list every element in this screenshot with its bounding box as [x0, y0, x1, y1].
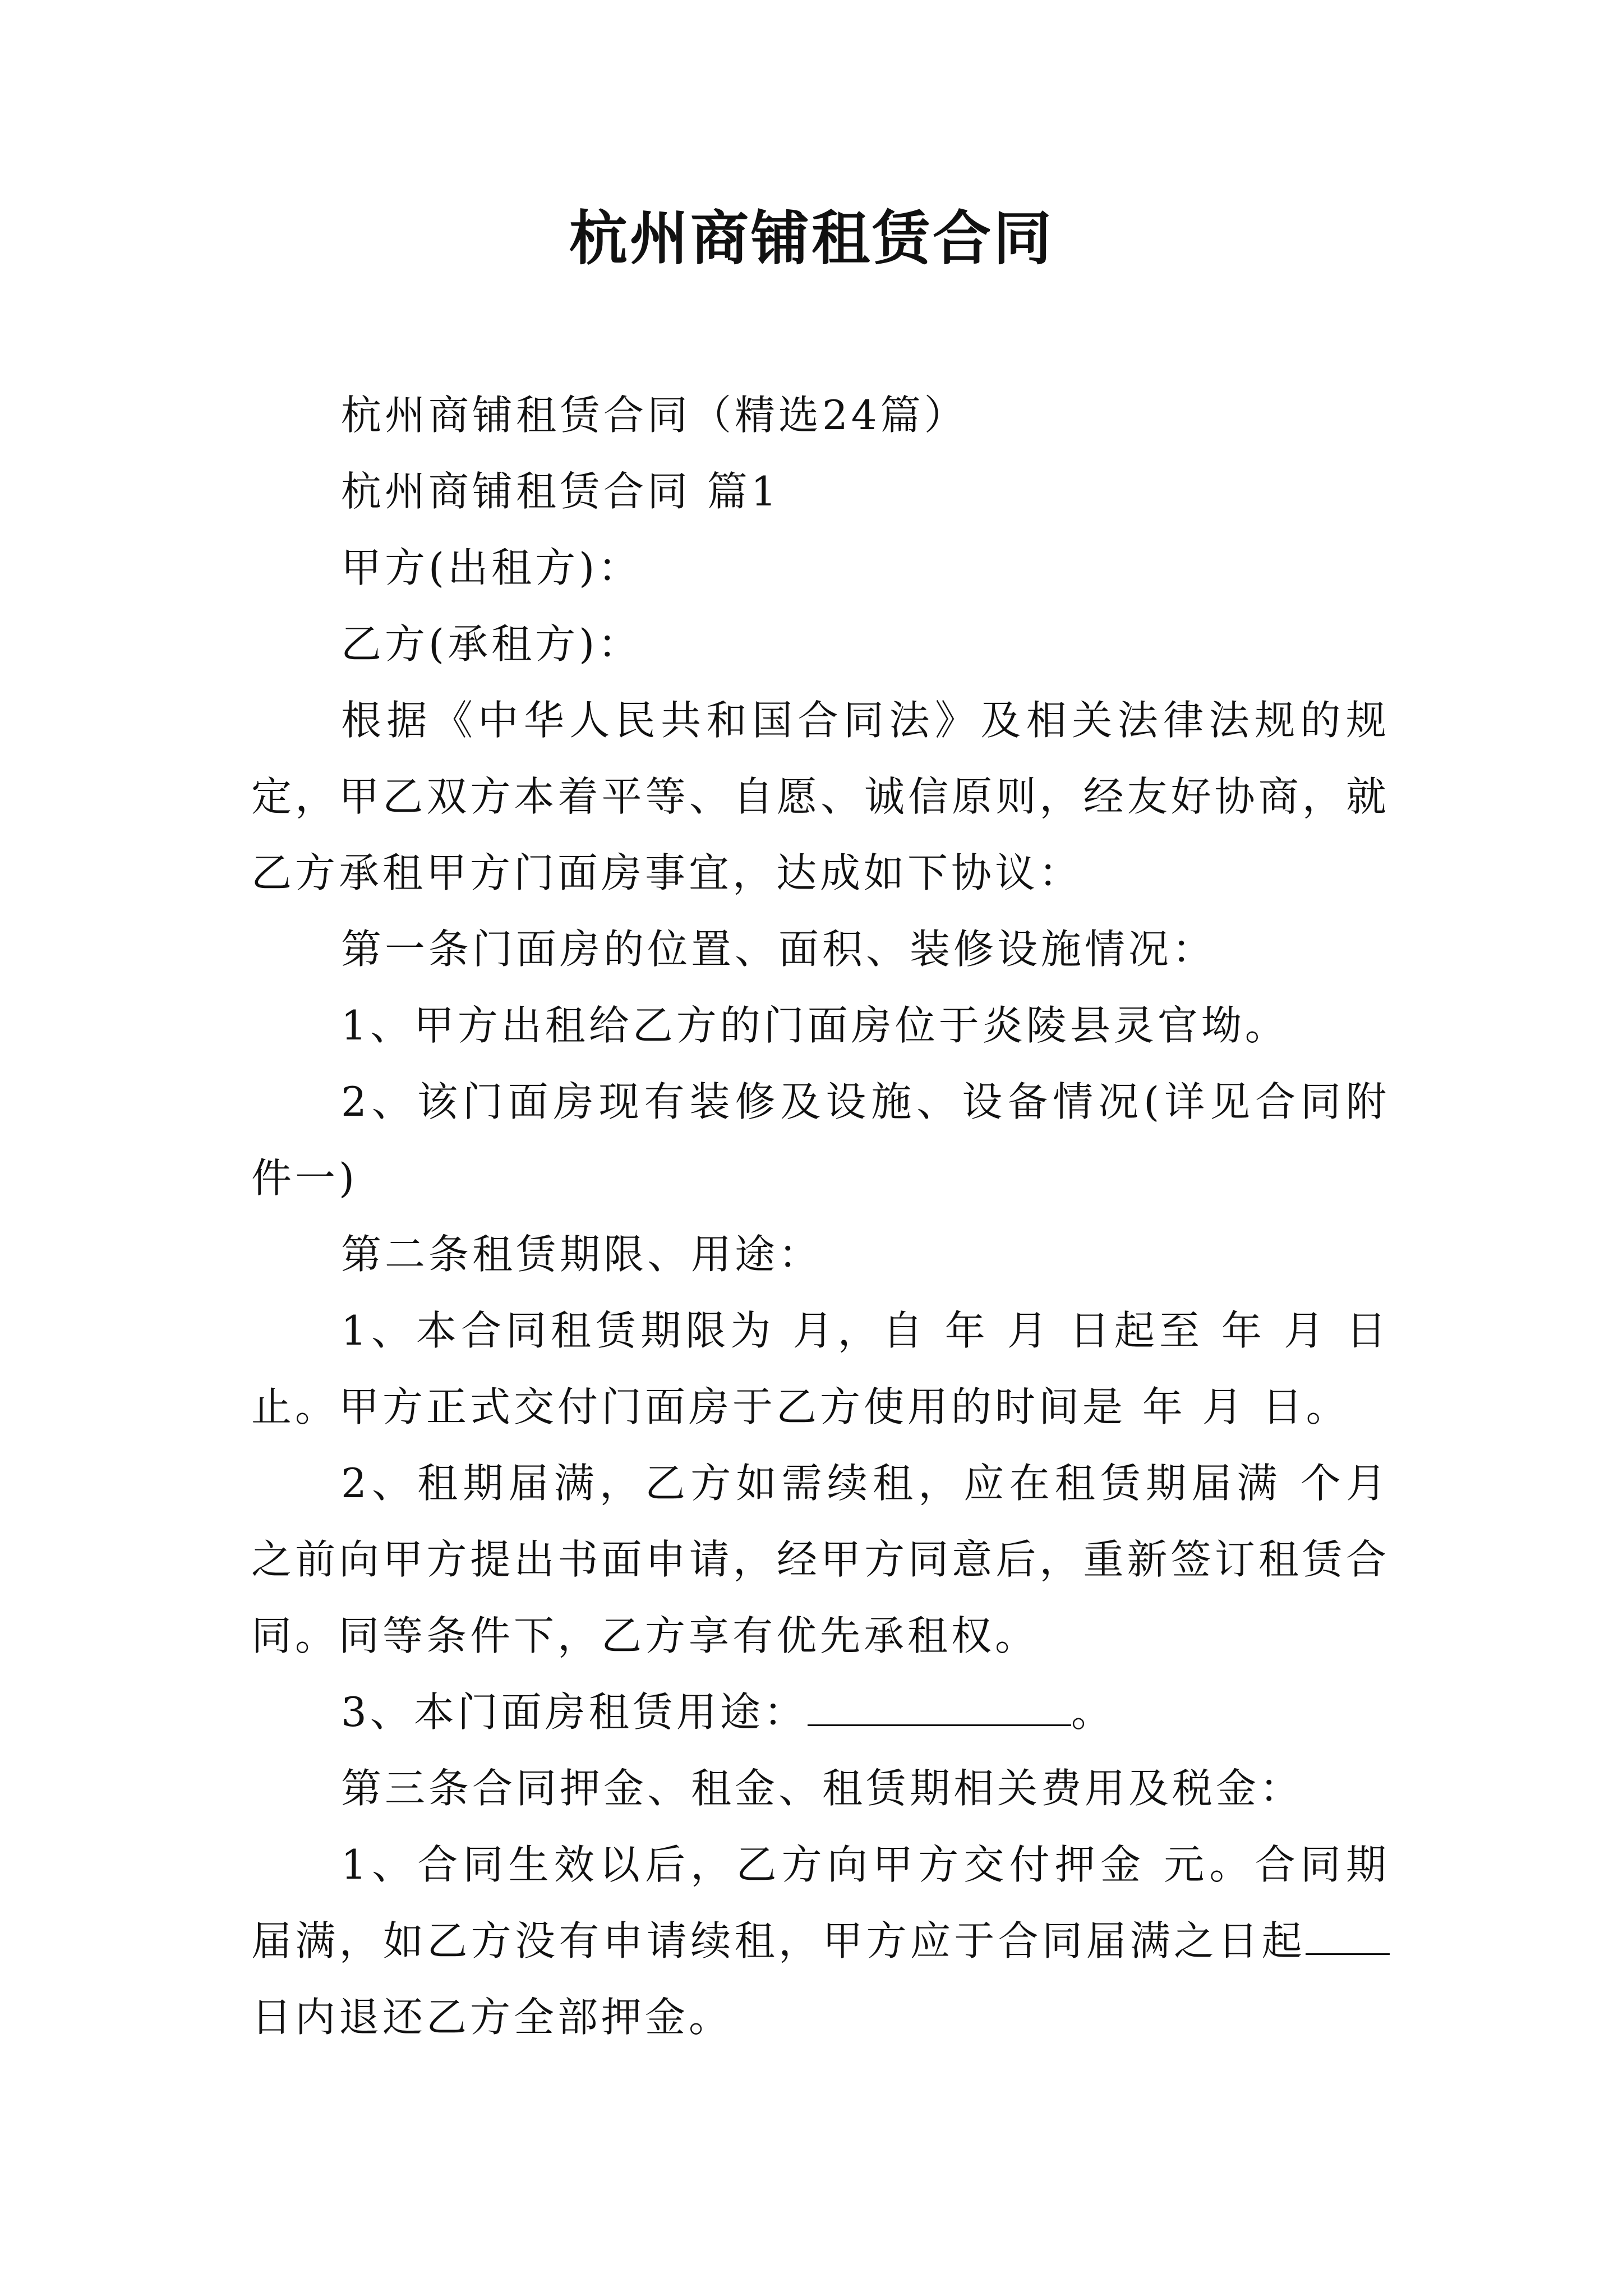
paragraph-article-1-item-2: 2、该门面房现有装修及设施、设备情况(详见合同附件一) — [251, 1078, 1390, 1202]
paragraph-article-3-item-1 — [251, 1826, 1390, 2055]
paragraph-party-a: 甲方(出租方)： — [341, 544, 642, 591]
deposit-text-end: 日内退还乙方全部押金。 — [251, 1994, 733, 2041]
use-prefix-text: 3、本门面房租赁用途： — [341, 1688, 808, 1736]
use-blank-field — [808, 1684, 1071, 1726]
paragraph-article-3: 第三条合同押金、租金、租赁期相关费用及税金： — [341, 1765, 1304, 1812]
paragraph-article-1-item-1: 1、甲方出租给乙方的门面房位于炎陵县灵官坳。 — [341, 1002, 1289, 1049]
paragraph-article-2-item-2: 2、租期届满，乙方如需续租，应在租赁期届满 个月之前向甲方提出书面申请，经甲方同意后，重新签订租赁合同。同等条件下，乙方享有优先承租权。 — [251, 1460, 1390, 1659]
paragraph-subtitle: 杭州商铺租赁合同（精选24篇） — [341, 392, 968, 439]
use-suffix-text: 。 — [1071, 1688, 1115, 1736]
document-body — [251, 377, 1390, 2055]
paragraph-section-heading: 杭州商铺租赁合同 篇1 — [341, 468, 780, 515]
document-title: 杭州商铺租赁合同 — [569, 204, 1054, 273]
paragraph-article-2-item-3 — [251, 1674, 1390, 1750]
paragraph-preamble: 根据《中华人民共和国合同法》及相关法律法规的规定，甲乙双方本着平等、自愿、诚信原则，经友好协商，就乙方承租甲方门面房事宜，达成如下协议： — [251, 697, 1390, 896]
paragraph-party-b: 乙方(承租方)： — [341, 620, 642, 668]
paragraph-article-2-item-1: 1、本合同租赁期限为 月，自 年 月 日起至 年 月 日止。甲方正式交付门面房于乙方使用的时间是 年 月 日。 — [251, 1307, 1390, 1430]
paragraph-article-2: 第二条租赁期限、用途： — [341, 1231, 823, 1278]
deposit-days-blank-field — [1306, 1913, 1390, 1955]
deposit-text-start: 1、合同生效以后，乙方向甲方交付押金 元。合同期届满，如乙方没有申请续租，甲方应于合同届满之日起 — [251, 1841, 1390, 1964]
paragraph-article-1: 第一条门面房的位置、面积、装修设施情况： — [341, 926, 1216, 973]
